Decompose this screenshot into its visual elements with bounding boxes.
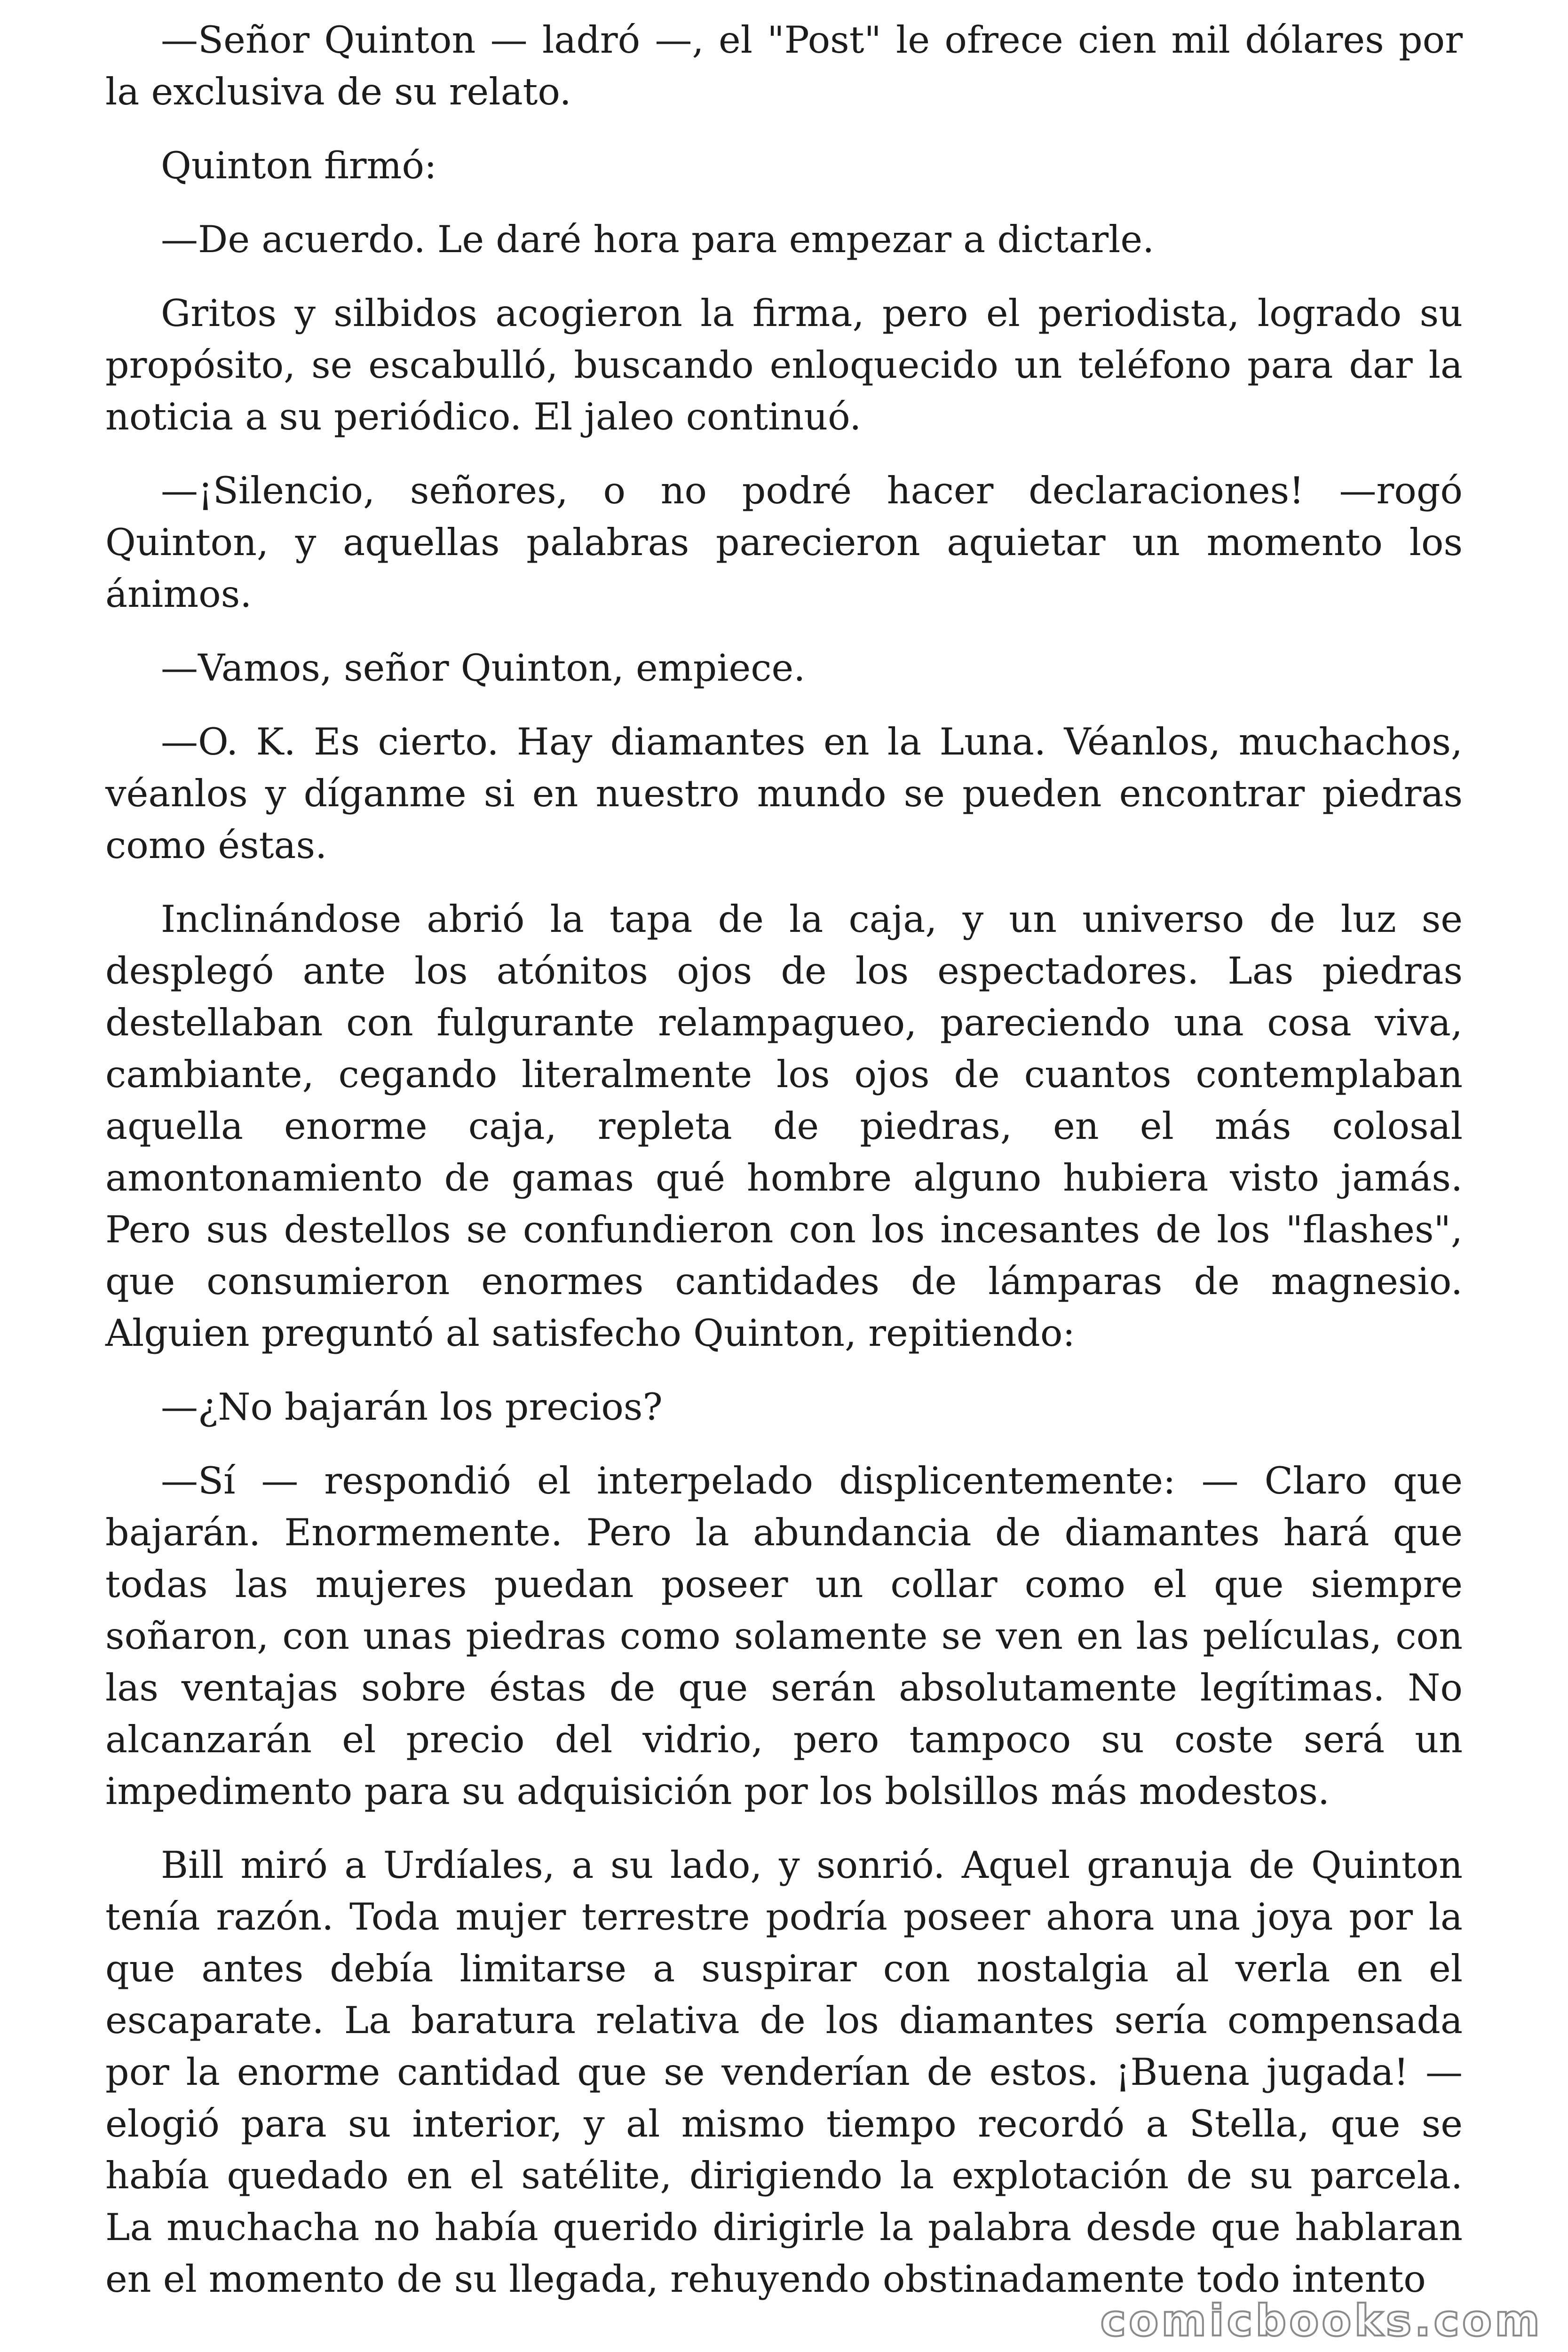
paragraph: —Señor Quinton — ladró —, el "Post" le ofrece cien mil dólares por la exclusiva de su relato.	[105, 18, 1463, 113]
paragraph: —De acuerdo. Le daré hora para empezar a dictarle.	[161, 218, 1155, 261]
paragraph: —Vamos, señor Quinton, empiece.	[161, 646, 806, 690]
paragraph: Inclinándose abrió la tapa de la caja, y un universo de luz se desplegó ante los atónitos ojos de los espectadores. Las piedras destellaban con fulgurante relampagueo, pareciendo una cosa viva, cambiante, cegando literalmente los ojos de cuantos contemplaban aquella enorme caja, repleta de piedras, en el más colosal amontonamiento de gamas qué hombre alguno hubiera visto jamás. Pero sus destellos se confundieron con los incesantes de los "flashes", que consumieron enormes cantidades de lámparas de magnesio. Alguien preguntó al satisfecho Quinton, repitiendo:	[105, 898, 1463, 1355]
site-watermark: comicbooks.com	[1100, 2296, 1543, 2346]
book-page-text	[105, 14, 1463, 2327]
paragraph: —Sí — respondió el interpelado displicentemente: — Claro que bajarán. Enormemente. Pero la abundancia de diamantes hará que todas las mujeres puedan poseer un collar como el que siempre soñaron, con unas piedras como solamente se ven en las películas, con las ventajas sobre éstas de que serán absolutamente legítimas. No alcanzarán el precio del vidrio, pero tampoco su coste será un impedimento para su adquisición por los bolsillos más modestos.	[105, 1459, 1463, 1813]
paragraph: Bill miró a Urdíales, a su lado, y sonrió. Aquel granuja de Quinton tenía razón. Toda mujer terrestre podría poseer ahora una joya por la que antes debía limitarse a suspirar con nostalgia al verla en el escaparate. La baratura relativa de los diamantes sería compensada por la enorme cantidad que se venderían de estos. ¡Buena jugada! —elogió para su interior, y al mismo tiempo recordó a Stella, que se había quedado en el satélite, dirigiendo la explotación de su parcela. La muchacha no había querido dirigirle la palabra desde que hablaran en el momento de su llegada, rehuyendo obstinadamente todo intento	[105, 1843, 1463, 2301]
paragraph: —¡Silencio, señores, o no podré hacer declaraciones! —rogó Quinton, y aquellas palabras parecieron aquietar un momento los ánimos.	[105, 469, 1463, 616]
paragraph: Gritos y silbidos acogieron la firma, pero el periodista, logrado su propósito, se escabulló, buscando enloquecido un teléfono para dar la noticia a su periódico. El jaleo continuó.	[105, 292, 1463, 438]
paragraph: —O. K. Es cierto. Hay diamantes en la Luna. Véanlos, muchachos, véanlos y díganme si en nuestro mundo se pueden encontrar piedras como éstas.	[105, 720, 1463, 867]
paragraph: —¿No bajarán los precios?	[161, 1385, 663, 1429]
paragraph: Quinton firmó:	[161, 144, 437, 187]
